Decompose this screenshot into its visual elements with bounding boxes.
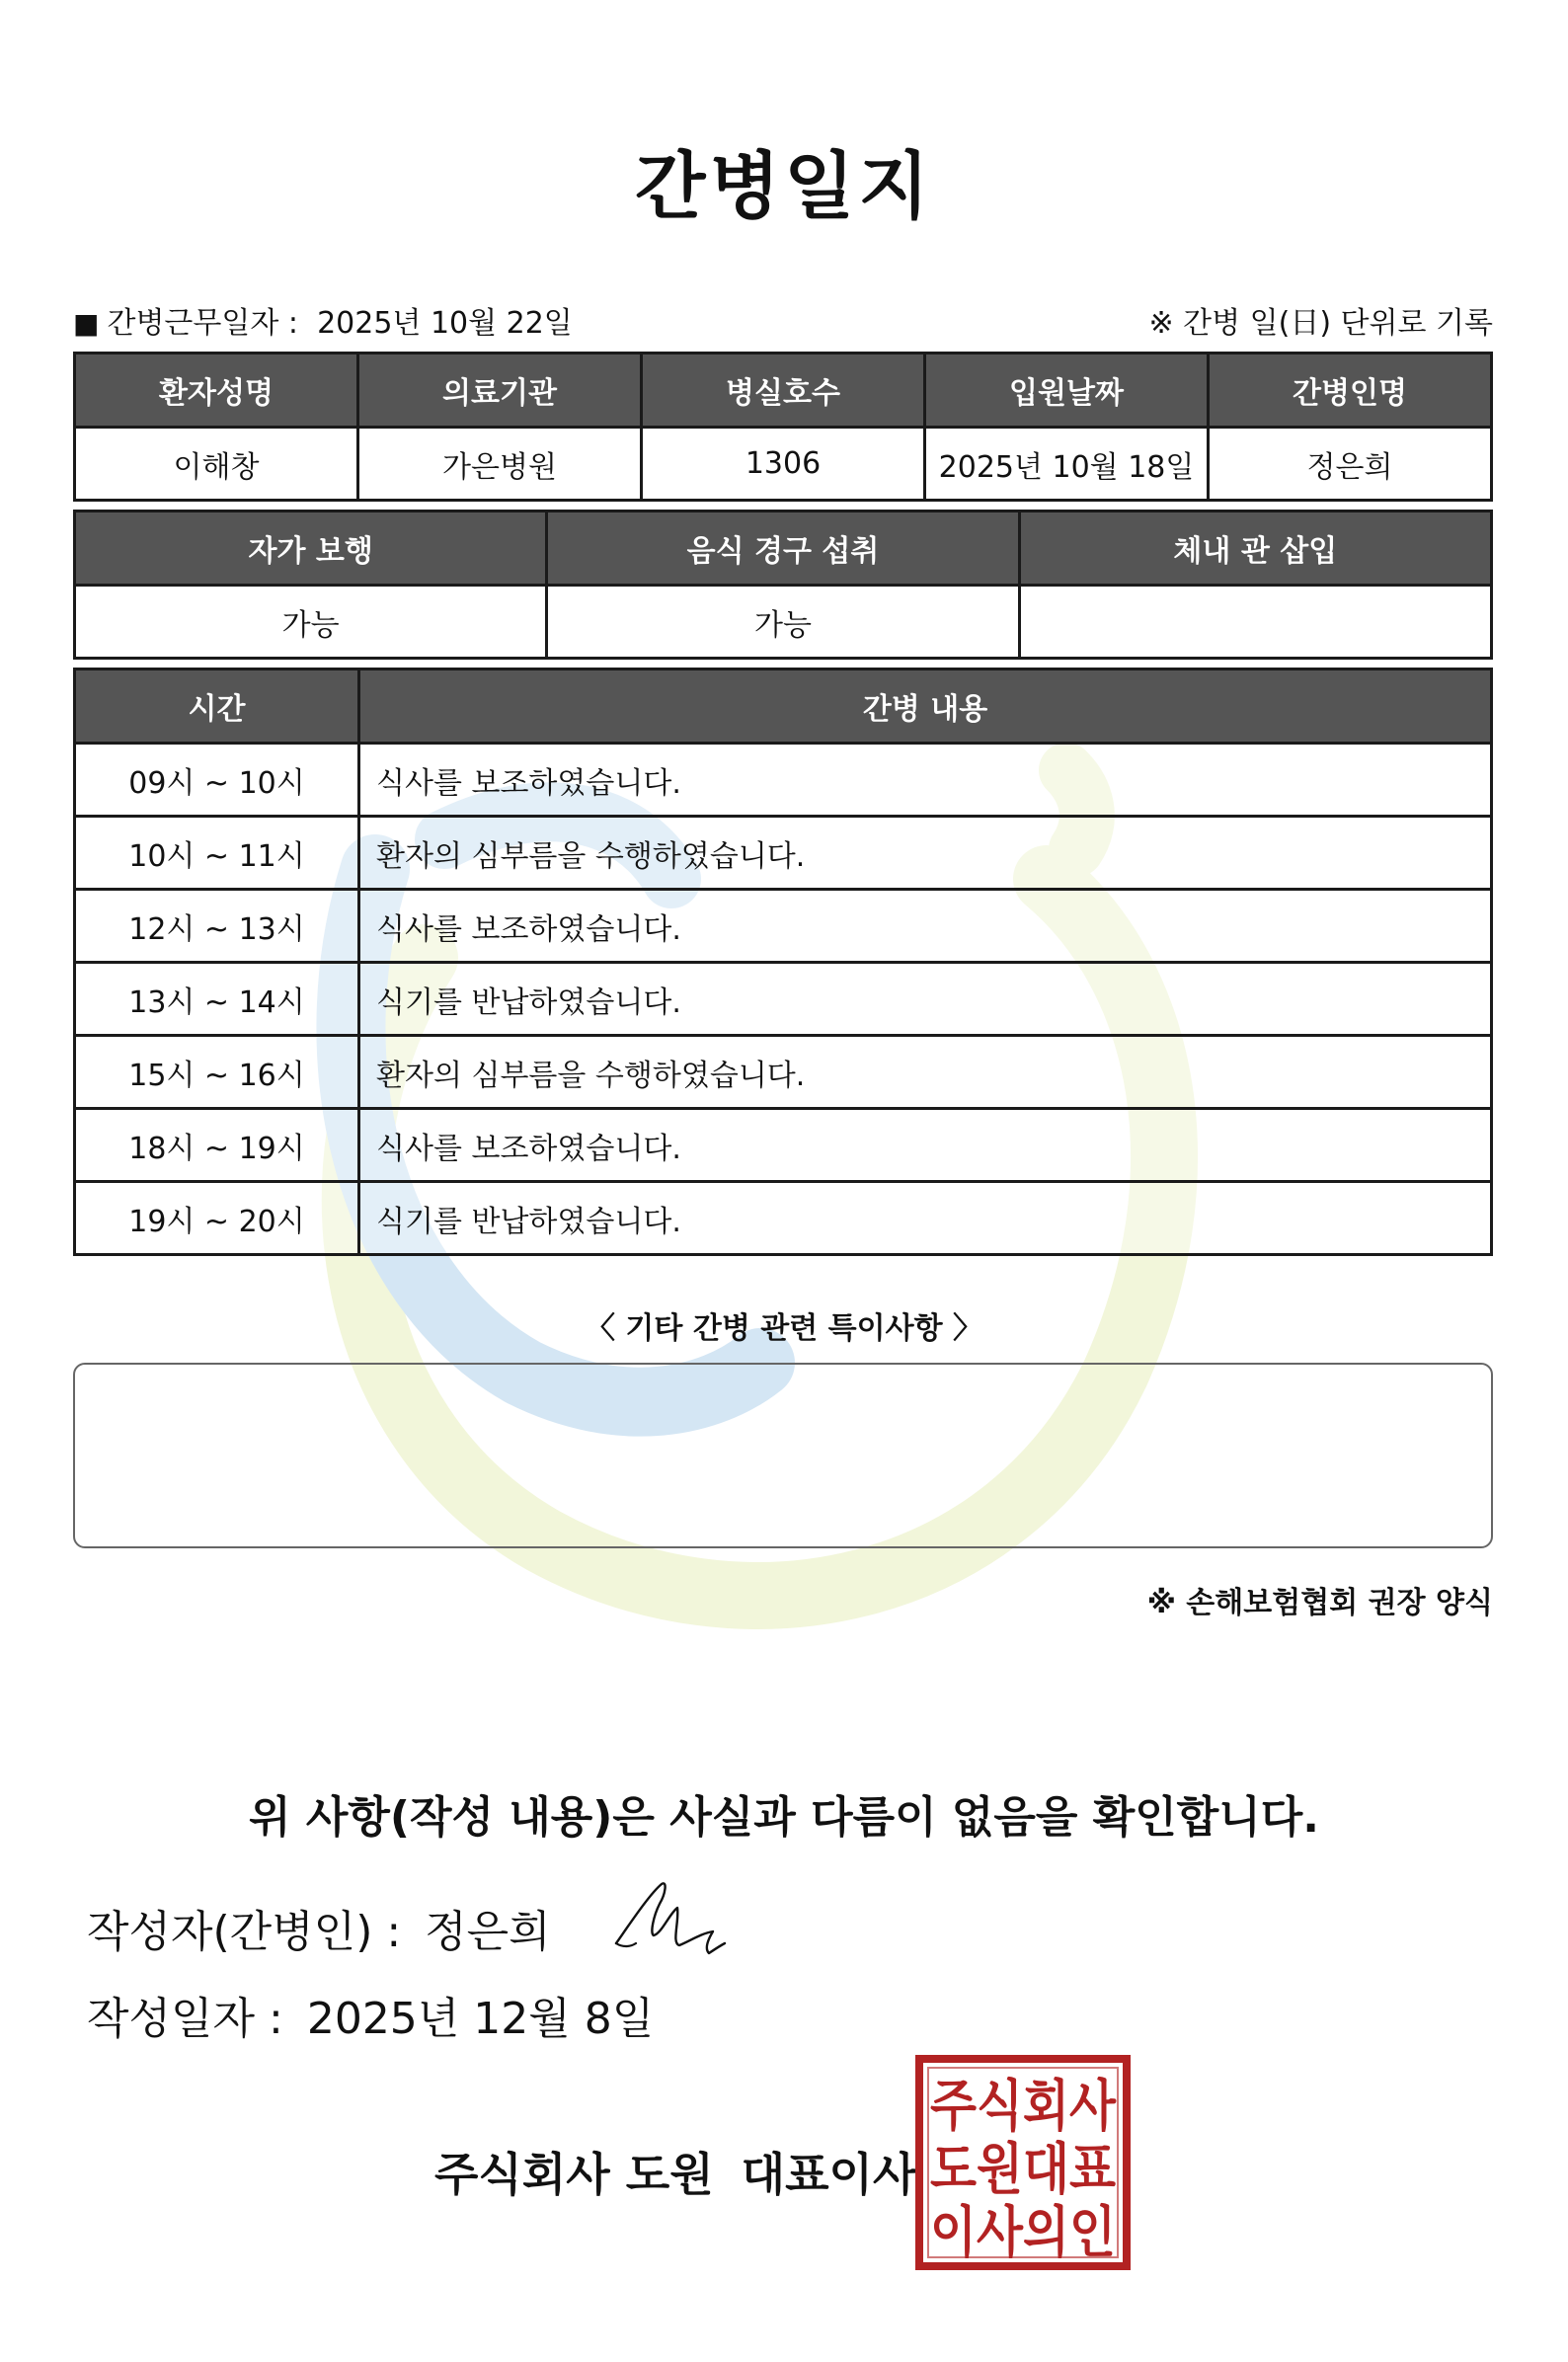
log-content: 식기를 반납하였습니다. — [359, 963, 1492, 1036]
log-content: 환자의 심부름을 수행하였습니다. — [359, 1036, 1492, 1109]
table-row — [75, 1109, 1492, 1182]
header-care-content: 간병 내용 — [359, 669, 1492, 744]
table-row — [75, 586, 1492, 659]
log-time: 12시 ~ 13시 — [75, 890, 359, 963]
table-row — [75, 963, 1492, 1036]
written-date-label: 작성일자 : — [87, 1994, 283, 2044]
log-content: 식사를 보조하였습니다. — [359, 890, 1492, 963]
log-time: 09시 ~ 10시 — [75, 744, 359, 817]
log-content: 식기를 반납하였습니다. — [359, 1182, 1492, 1255]
header-hospital: 의료기관 — [358, 354, 642, 428]
patient-name: 이해창 — [75, 428, 358, 501]
table-row — [75, 1036, 1492, 1109]
oral-intake-value: 가능 — [547, 586, 1019, 659]
writer-name: 정은희 — [425, 1907, 551, 1957]
table-row — [75, 428, 1492, 501]
special-notes-title: 〈 기타 간병 관련 특이사항 〉 — [585, 1311, 983, 1346]
company-seal-stamp — [914, 2054, 1132, 2271]
patient-status-table — [73, 510, 1493, 660]
log-time: 19시 ~ 20시 — [75, 1182, 359, 1255]
header-room-number: 병실호수 — [642, 354, 925, 428]
document-title: 간병일지 — [635, 144, 933, 229]
seal-text-line: 주식회사 — [930, 2075, 1117, 2139]
log-content: 환자의 심부름을 수행하였습니다. — [359, 817, 1492, 890]
work-date — [73, 298, 573, 342]
company-name: 주식회사 도원 — [434, 2148, 714, 2201]
table-header-row — [75, 512, 1492, 586]
header-patient-name: 환자성명 — [75, 354, 358, 428]
log-time: 18시 ~ 19시 — [75, 1109, 359, 1182]
header-self-walking: 자가 보행 — [75, 512, 547, 586]
table-header-row — [75, 669, 1492, 744]
tube-insertion-value — [1019, 586, 1491, 659]
writer-label: 작성자(간병인) : — [87, 1907, 402, 1957]
table-header-row — [75, 354, 1492, 428]
company-signatory — [434, 2139, 916, 2204]
record-note: ※ 간병 일(日) 단위로 기록 — [1148, 306, 1493, 341]
header-tube-insertion: 체내 관 삽입 — [1019, 512, 1491, 586]
admission-date: 2025년 10월 18일 — [925, 428, 1209, 501]
table-row — [75, 890, 1492, 963]
recommendation-note: ※ 손해보험협회 권장 양식 — [1146, 1586, 1493, 1620]
special-notes-box — [73, 1363, 1493, 1548]
work-date-value: 2025년 10월 22일 — [317, 306, 573, 341]
log-time: 13시 ~ 14시 — [75, 963, 359, 1036]
ceo-title: 대표이사 — [741, 2148, 917, 2201]
confirmation-statement: 위 사항(작성 내용)은 사실과 다름이 없음을 확인합니다. — [249, 1792, 1319, 1843]
seal-text-line: 이사의인 — [930, 2201, 1116, 2265]
writer-line — [87, 1896, 551, 1959]
log-time: 15시 ~ 16시 — [75, 1036, 359, 1109]
patient-info-table — [73, 352, 1493, 502]
work-date-label: 간병근무일자 : — [107, 306, 298, 341]
header-time: 시간 — [75, 669, 359, 744]
log-time: 10시 ~ 11시 — [75, 817, 359, 890]
square-bullet-icon: ■ — [73, 307, 100, 340]
handwritten-signature — [610, 1874, 729, 1963]
log-content: 식사를 보조하였습니다. — [359, 744, 1492, 817]
header-oral-intake: 음식 경구 섭취 — [547, 512, 1019, 586]
written-date-value: 2025년 12월 8일 — [306, 1994, 655, 2044]
header-admission-date: 입원날짜 — [925, 354, 1209, 428]
written-date-line — [87, 1983, 654, 2046]
table-row — [75, 1182, 1492, 1255]
care-log-table — [73, 668, 1493, 1256]
hospital-name: 가은병원 — [358, 428, 642, 501]
caregiver-name: 정은희 — [1209, 428, 1492, 501]
self-walking-value: 가능 — [75, 586, 547, 659]
seal-text-line: 도원대표 — [930, 2138, 1116, 2202]
header-caregiver-name: 간병인명 — [1209, 354, 1492, 428]
room-number: 1306 — [642, 428, 925, 501]
table-row — [75, 817, 1492, 890]
log-content: 식사를 보조하였습니다. — [359, 1109, 1492, 1182]
table-row — [75, 744, 1492, 817]
